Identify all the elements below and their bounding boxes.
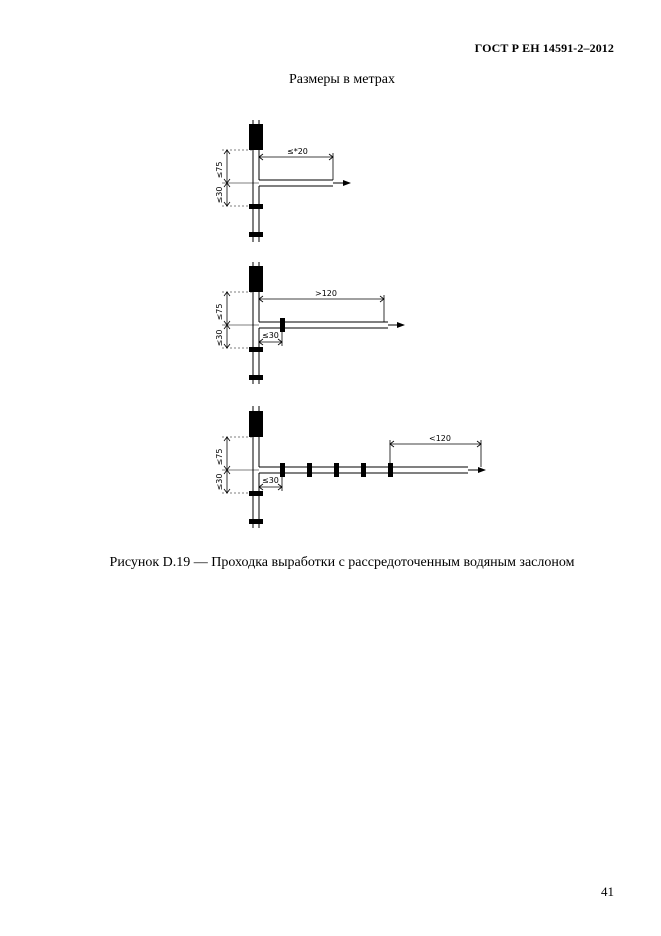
diagram-2 [215,262,404,384]
water-barrier [307,463,312,477]
dimension-label: ≤75 [215,448,224,466]
water-barrier [249,232,263,237]
water-barrier [388,463,393,477]
dimension-label: ≤30 [215,473,224,491]
dimension-label: ≤30 [215,329,224,347]
water-barrier [334,463,339,477]
dimension-label: ≤75 [215,303,224,321]
water-barrier [249,491,263,496]
dimension-label: ≤30 [215,186,224,204]
water-barrier [280,463,285,477]
document-standard-number: ГОСТ Р ЕН 14591-2–2012 [474,41,614,55]
dimension-label: >120 [315,289,337,298]
dimension-label: ≤*20 [287,147,308,156]
diagram-3 [215,406,485,528]
water-barrier [249,411,263,437]
water-barrier [249,266,263,292]
water-barrier [280,318,285,332]
dimension-label: ≤30 [262,331,279,340]
units-caption: Размеры в метрах [289,72,395,87]
water-barrier [249,124,263,150]
water-barrier [361,463,366,477]
figure-caption: Рисунок D.19 — Проходка выработки с рассредоточенным водяным заслоном [109,555,575,570]
dimension-label: ≤75 [215,161,224,179]
page-number: 41 [601,884,614,899]
diagram-1 [215,120,350,242]
water-barrier [249,519,263,524]
water-barrier [249,375,263,380]
dimension-label: ≤30 [262,476,279,485]
dimension-label: <120 [429,434,451,443]
water-barrier [249,204,263,209]
